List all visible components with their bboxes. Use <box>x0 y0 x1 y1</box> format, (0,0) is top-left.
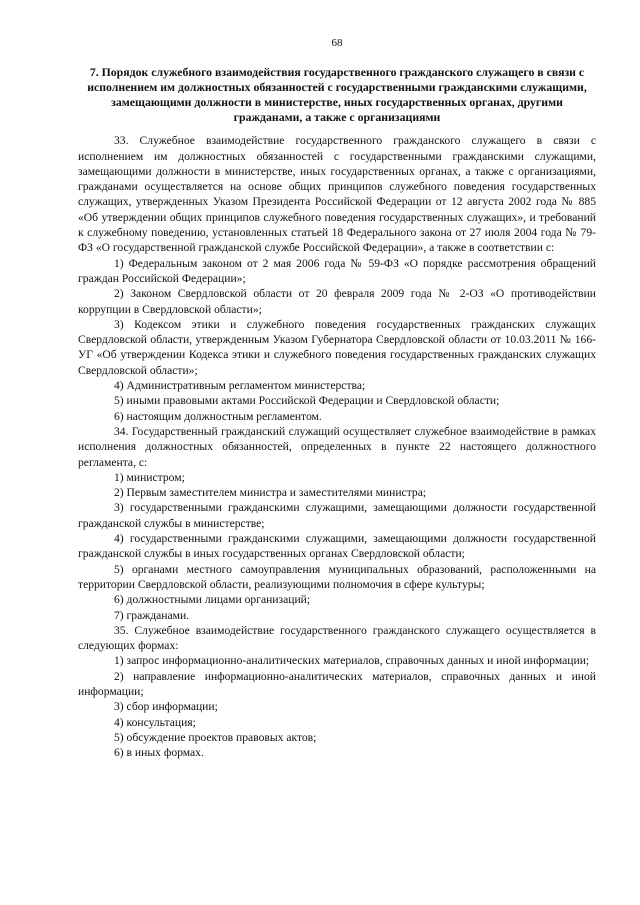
document-body <box>78 133 596 760</box>
paragraph: 2) Первым заместителем министра и заместителями министра; <box>114 486 427 500</box>
paragraph: 2) Законом Свердловской области от 20 февраля 2009 года № 2-ОЗ «О противодействии коррупции в Свердловской области»; <box>78 287 596 316</box>
paragraph: 1) министром; <box>114 470 185 484</box>
paragraph: 7) гражданами. <box>114 608 190 622</box>
paragraph: 1) запрос информационно-аналитических материалов, справочных данных и иной информации; <box>114 654 590 668</box>
page-number: 68 <box>331 37 343 49</box>
paragraph: 1) Федеральным законом от 2 мая 2006 года № 59-ФЗ «О порядке рассмотрения обращений граждан Российской Федерации»; <box>78 256 596 285</box>
paragraph: 5) иными правовыми актами Российской Федерации и Свердловской области; <box>114 394 500 408</box>
section-title: 7. Порядок служебного взаимодействия государственного гражданского служащего в связи с исполнением им должностных обязанностей с государственными гражданскими служащими, замещающими должности в министерстве, иных государственных органах, другими гражданами, а также с организациями <box>87 65 587 125</box>
paragraph: 3) сбор информации; <box>114 700 218 714</box>
paragraph: 4) консультация; <box>114 715 196 729</box>
paragraph: 6) должностными лицами организаций; <box>114 593 311 607</box>
paragraph: 33. Служебное взаимодействие государственного гражданского служащего в связи с исполнением им должностных обязанностей с государственными гражданскими служащими, замещающими должности в министерстве, иных государственных органах, а также с организациями, гражданами осуществляется на основе общих принципов служебного поведения государственных служащих, утвержденных Указом Президента Российской Федерации от 12 августа 2002 года № 885 «Об утверждении общих принципов служебного поведения государственных служащих», и требований к служебному поведению, установленных статьей 18 Федерального закона от 27 июля 2004 года № 79-ФЗ «О государственной гражданской службе Российской Федерации», а также в соответствии с: <box>78 134 596 255</box>
paragraph: 4) государственными гражданскими служащими, замещающими должности государственной гражданской службы в иных государственных органах Свердловской области; <box>78 532 596 561</box>
paragraph: 5) обсуждение проектов правовых актов; <box>114 730 317 744</box>
paragraph: 6) в иных формах. <box>114 746 204 760</box>
paragraph: 34. Государственный гражданский служащий осуществляет служебное взаимодействие в рамках исполнения должностных обязанностей, определенных в пункте 22 настоящего должностного регламента, с: <box>78 424 596 469</box>
paragraph: 2) направление информационно-аналитических материалов, справочных данных и иной информации; <box>78 669 596 698</box>
paragraph: 3) Кодексом этики и служебного поведения государственных гражданских служащих Свердловской области, утвержденным Указом Губернатора Свердловской области от 10.03.2011 № 166-УГ «Об утверждении Кодекса этики и служебного поведения государственных гражданских служащих Свердловской области»; <box>78 317 596 377</box>
paragraph: 6) настоящим должностным регламентом. <box>114 409 322 423</box>
paragraph: 3) государственными гражданскими служащими, замещающими должности государственной гражданской службы в министерстве; <box>78 501 596 530</box>
paragraph: 5) органами местного самоуправления муниципальных образований, расположенными на территории Свердловской области, реализующими полномочия в сфере культуры; <box>78 562 596 591</box>
paragraph: 35. Служебное взаимодействие государственного гражданского служащего осуществляется в следующих формах: <box>78 623 596 653</box>
paragraph: 4) Административным регламентом министерства; <box>114 379 366 393</box>
